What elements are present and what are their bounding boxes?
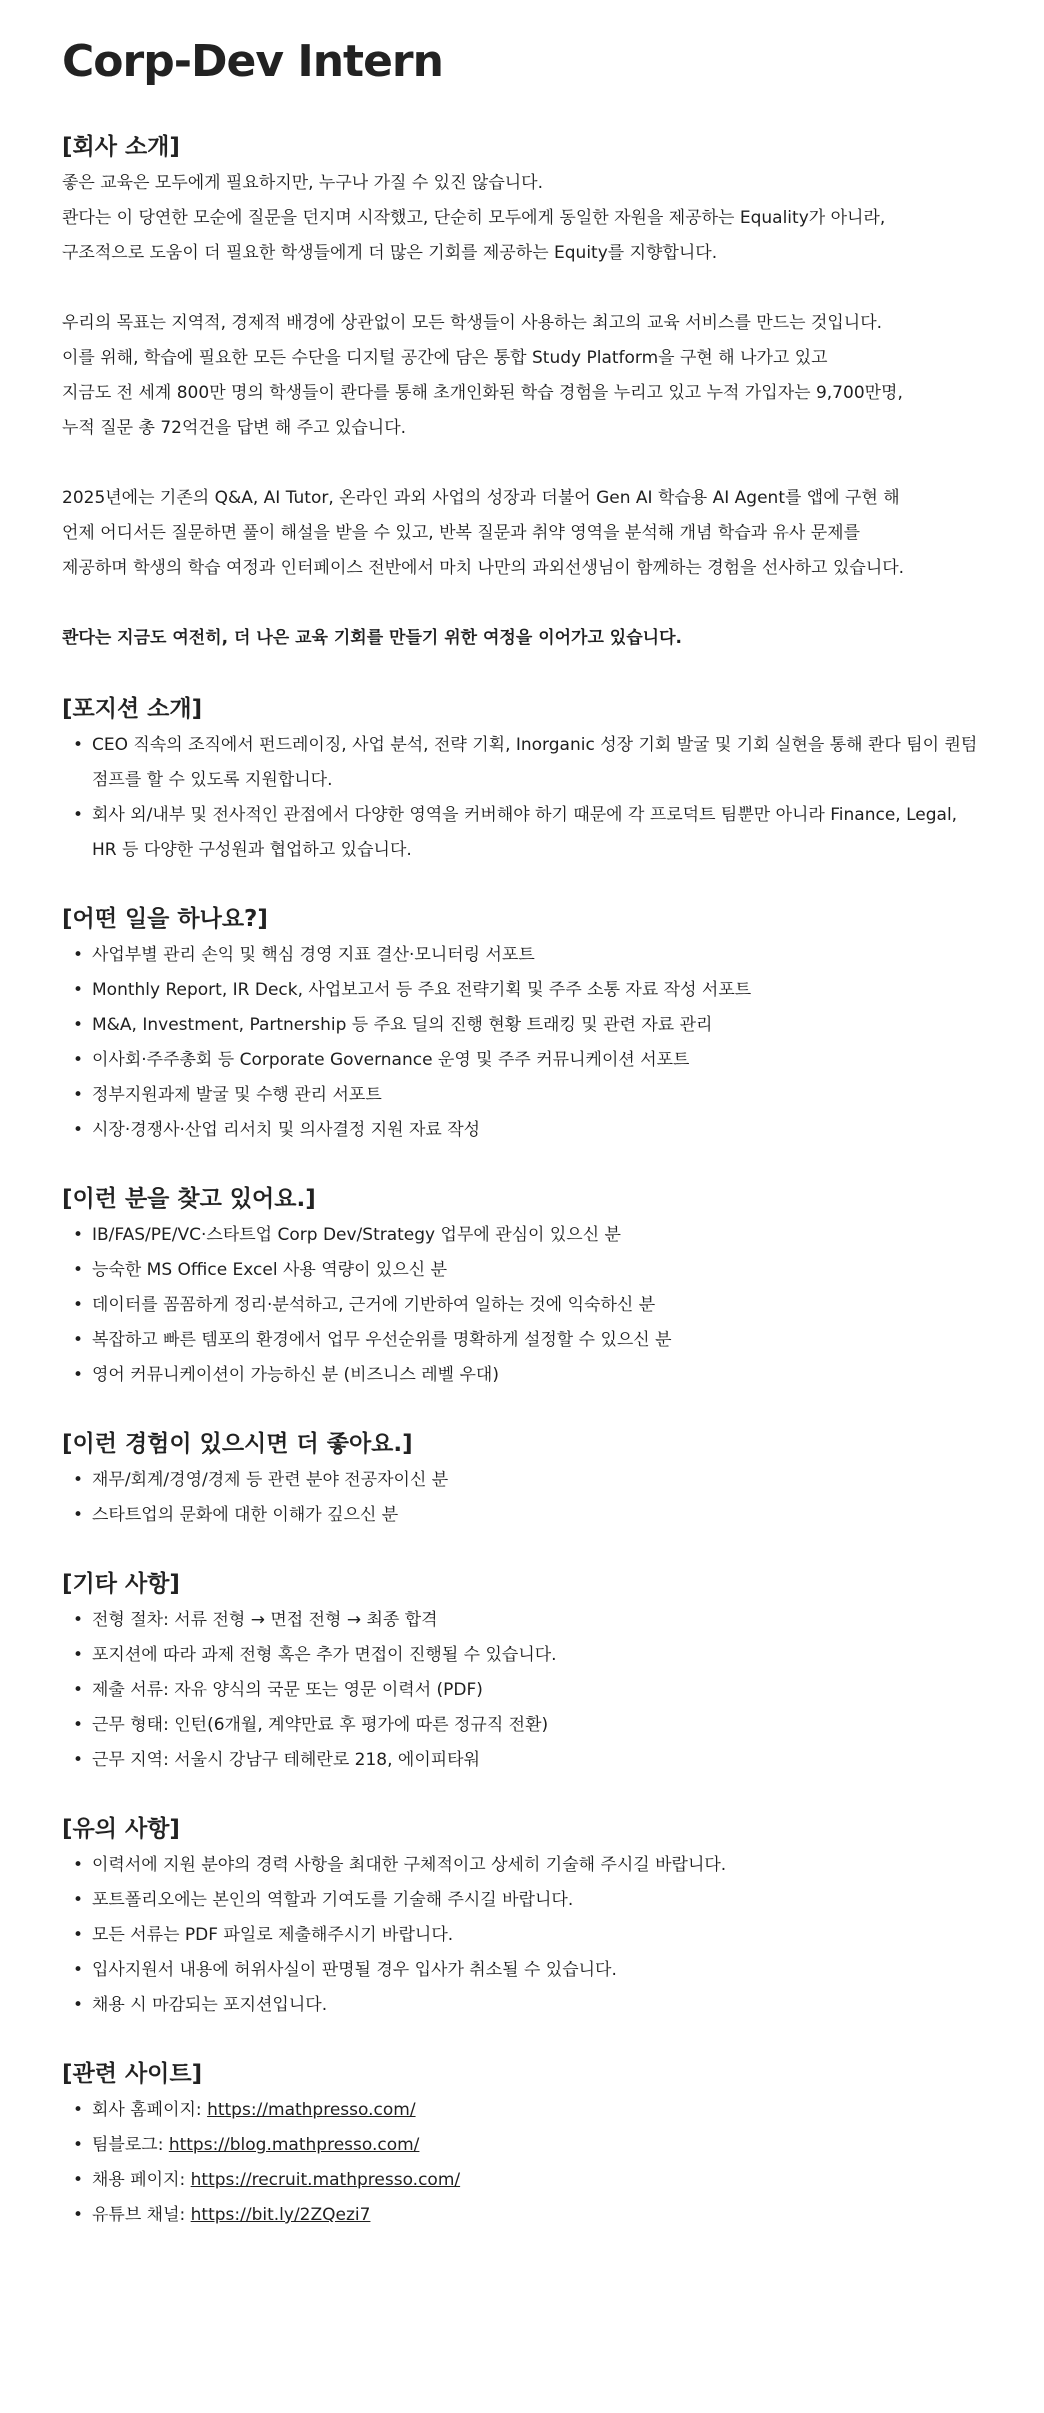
link-label: 채용 페이지:	[92, 2170, 191, 2190]
list-item: • 이사회·주주총회 등 Corporate Governance 운영 및 주주 커뮤니케이션 서포트	[62, 1043, 982, 1078]
list-item: • 제출 서류: 자유 양식의 국문 또는 영문 이력서 (PDF)	[62, 1673, 982, 1708]
section-heading-links: [관련 사이트]	[62, 2061, 203, 2087]
section-requirements	[62, 1182, 982, 1393]
section-heading-requirements: [이런 분을 찾고 있어요.]	[62, 1186, 316, 1212]
list-item: • 이력서에 지원 분야의 경력 사항을 최대한 구체적이고 상세히 기술해 주시길 바랍니다.	[62, 1848, 982, 1883]
link-label: 팀블로그:	[92, 2135, 169, 2155]
section-heading-position: [포지션 소개]	[62, 696, 203, 722]
list-item: • M&A, Investment, Partnership 등 주요 딜의 진행 현황 트래킹 및 관련 자료 관리	[62, 1008, 982, 1043]
section-etc	[62, 1567, 982, 1778]
etc-list	[62, 1603, 982, 1778]
text-line: 언제 어디서든 질문하면 풀이 해설을 받을 수 있고, 반복 질문과 취약 영역을 분석해 개념 학습과 유사 문제를	[62, 523, 861, 543]
list-item: • 복잡하고 빠른 템포의 환경에서 업무 우선순위를 명확하게 설정할 수 있으신 분	[62, 1323, 982, 1358]
company-paragraph-2	[62, 306, 982, 446]
list-item: • 입사지원서 내용에 허위사실이 판명될 경우 입사가 취소될 수 있습니다.	[62, 1953, 982, 1988]
section-heading-etc: [기타 사항]	[62, 1571, 180, 1597]
list-item: • 포지션에 따라 과제 전형 혹은 추가 면접이 진행될 수 있습니다.	[62, 1638, 982, 1673]
list-item: • 데이터를 꼼꼼하게 정리·분석하고, 근거에 기반하여 일하는 것에 익숙하신 분	[62, 1288, 982, 1323]
page-title: Corp-Dev Intern	[62, 36, 443, 87]
text-line: 콴다는 이 당연한 모순에 질문을 던지며 시작했고, 단순히 모두에게 동일한 자원을 제공하는 Equality가 아니라,	[62, 208, 886, 228]
position-list	[62, 728, 982, 868]
list-item: • 영어 커뮤니케이션이 가능하신 분 (비즈니스 레벨 우대)	[62, 1358, 982, 1393]
section-notes	[62, 1812, 982, 2023]
section-preferred	[62, 1427, 982, 1533]
list-item: • 근무 형태: 인턴(6개월, 계약만료 후 평가에 따른 정규직 전환)	[62, 1708, 982, 1743]
list-item: • 전형 절차: 서류 전형 → 면접 전형 → 최종 합격	[62, 1603, 982, 1638]
homepage-link[interactable]: https://mathpresso.com/	[207, 2100, 416, 2120]
list-item-blog	[62, 2128, 982, 2163]
link-label: 회사 홈페이지:	[92, 2100, 208, 2120]
text-line: 제공하며 학생의 학습 여정과 인터페이스 전반에서 마치 나만의 과외선생님이 함께하는 경험을 선사하고 있습니다.	[62, 558, 905, 578]
text-line: 우리의 목표는 지역적, 경제적 배경에 상관없이 모든 학생들이 사용하는 최고의 교육 서비스를 만드는 것입니다.	[62, 313, 883, 333]
list-item: • IB/FAS/PE/VC·스타트업 Corp Dev/Strategy 업무에 관심이 있으신 분	[62, 1218, 982, 1253]
preferred-list	[62, 1463, 982, 1533]
section-heading-notes: [유의 사항]	[62, 1816, 180, 1842]
list-item: • CEO 직속의 조직에서 펀드레이징, 사업 분석, 전략 기획, Inorganic 성장 기회 발굴 및 기회 실현을 통해 콴다 팀이 퀀텀 점프를 할 수 있도록 지원합니다.	[62, 728, 982, 798]
requirements-list	[62, 1218, 982, 1393]
list-item: • 능숙한 MS Office Excel 사용 역량이 있으신 분	[62, 1253, 982, 1288]
youtube-link[interactable]: https://bit.ly/2ZQezi7	[190, 2205, 371, 2225]
section-company	[62, 130, 982, 656]
list-item: • 사업부별 관리 손익 및 핵심 경영 지표 결산·모니터링 서포트	[62, 938, 982, 973]
list-item: • 정부지원과제 발굴 및 수행 관리 서포트	[62, 1078, 982, 1113]
text-line: 지금도 전 세계 800만 명의 학생들이 콴다를 통해 초개인화된 학습 경험을 누리고 있고 누적 가입자는 9,700만명,	[62, 383, 903, 403]
text-line: 누적 질문 총 72억건을 답변 해 주고 있습니다.	[62, 418, 407, 438]
list-item: • 근무 지역: 서울시 강남구 테헤란로 218, 에이피타워	[62, 1743, 982, 1778]
list-item-youtube	[62, 2198, 982, 2233]
recruit-link[interactable]: https://recruit.mathpresso.com/	[190, 2170, 461, 2190]
text-line: 2025년에는 기존의 Q&A, AI Tutor, 온라인 과외 사업의 성장과 더불어 Gen AI 학습용 AI Agent를 앱에 구현 해	[62, 488, 900, 508]
company-paragraph-3	[62, 481, 982, 586]
list-item: • 재무/회계/경영/경제 등 관련 분야 전공자이신 분	[62, 1463, 982, 1498]
blog-link[interactable]: https://blog.mathpresso.com/	[168, 2135, 420, 2155]
list-item: • 채용 시 마감되는 포지션입니다.	[62, 1988, 982, 2023]
section-heading-company: [회사 소개]	[62, 134, 180, 160]
section-links	[62, 2057, 982, 2233]
links-list	[62, 2093, 982, 2233]
list-item: • 회사 외/내부 및 전사적인 관점에서 다양한 영역을 커버해야 하기 때문에 각 프로덕트 팀뿐만 아니라 Finance, Legal, HR 등 다양한 구성원과 협업하고 있습니다.	[62, 798, 982, 868]
list-item: • 시장·경쟁사·산업 리서치 및 의사결정 지원 자료 작성	[62, 1113, 982, 1148]
section-heading-duties: [어떤 일을 하나요?]	[62, 906, 268, 932]
section-heading-preferred: [이런 경험이 있으시면 더 좋아요.]	[62, 1431, 413, 1457]
list-item-recruit	[62, 2163, 982, 2198]
section-duties	[62, 902, 982, 1148]
section-position	[62, 692, 982, 868]
list-item: • 포트폴리오에는 본인의 역할과 기여도를 기술해 주시길 바랍니다.	[62, 1883, 982, 1918]
list-item: • 스타트업의 문화에 대한 이해가 깊으신 분	[62, 1498, 982, 1533]
list-item-homepage	[62, 2093, 982, 2128]
company-paragraph-1	[62, 166, 982, 271]
list-item: • Monthly Report, IR Deck, 사업보고서 등 주요 전략기획 및 주주 소통 자료 작성 서포트	[62, 973, 982, 1008]
link-label: 유튜브 채널:	[92, 2205, 191, 2225]
duties-list	[62, 938, 982, 1148]
notes-list	[62, 1848, 982, 2023]
text-line: 좋은 교육은 모두에게 필요하지만, 누구나 가질 수 있진 않습니다.	[62, 173, 544, 193]
list-item: • 모든 서류는 PDF 파일로 제출해주시기 바랍니다.	[62, 1918, 982, 1953]
text-line: 구조적으로 도움이 더 필요한 학생들에게 더 많은 기회를 제공하는 Equity를 지향합니다.	[62, 243, 718, 263]
company-closing: 콴다는 지금도 여전히, 더 나은 교육 기회를 만들기 위한 여정을 이어가고 있습니다.	[62, 628, 682, 648]
text-line: 이를 위해, 학습에 필요한 모든 수단을 디지털 공간에 담은 통합 Study Platform을 구현 해 나가고 있고	[62, 348, 828, 368]
